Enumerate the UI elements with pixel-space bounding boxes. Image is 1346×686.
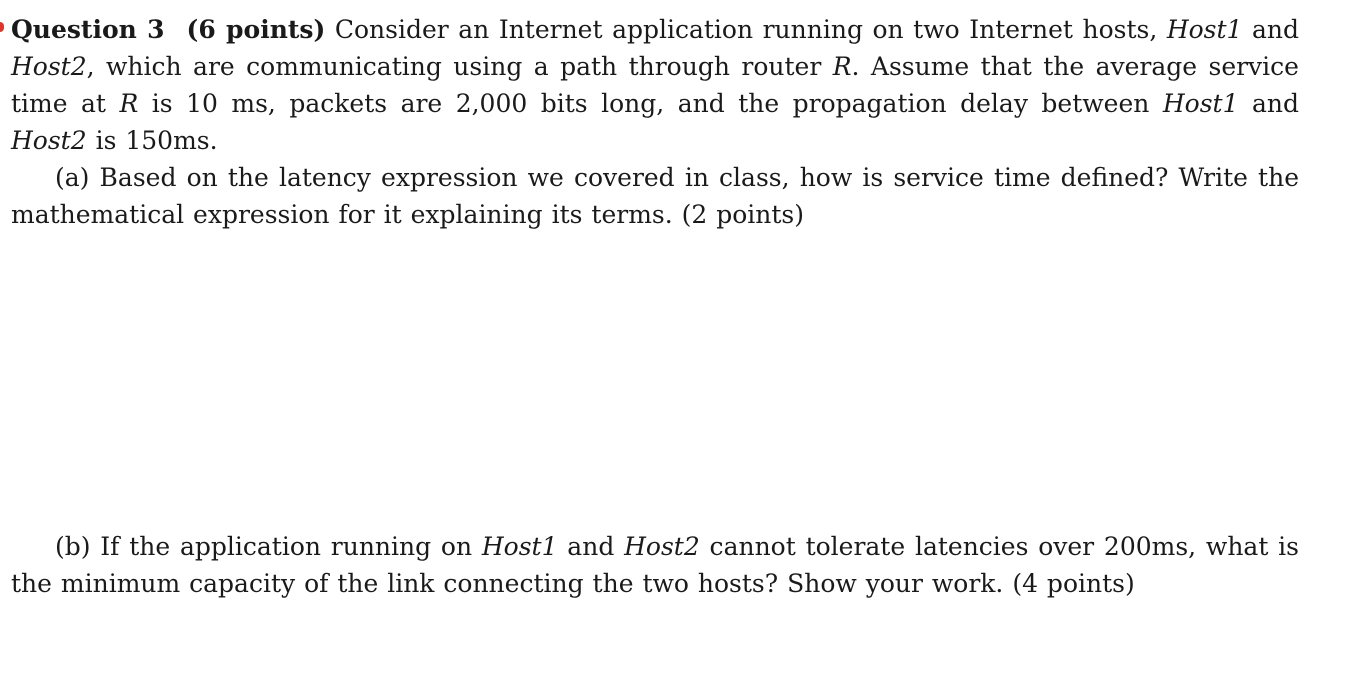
text-run: cannot tolerate latencies over 200ms, what is the minimum capacity of the link connecting the two hosts? Show your work. (4 points) [11,532,1299,598]
math-term: Host2 [624,532,700,561]
text-run: is 10 ms, packets are 2,000 bits long, and the propagation delay between [138,89,1163,118]
text-run: and [1238,89,1299,118]
text-run: is 150ms. [86,126,218,155]
question-points: (6 points) [186,15,326,44]
part-b-paragraph [11,528,1299,602]
question-title: Question 3 [11,15,165,44]
text-run: and [557,532,625,561]
math-term: Host2 [11,126,87,155]
question-intro-paragraph [11,11,1299,159]
part-a-paragraph [11,159,1299,233]
question-marker [0,22,4,32]
text-run: (b) If the application running on [55,532,482,561]
text-run: . Assume that the average service time at [11,52,1299,118]
part-b-text [11,532,1299,598]
part-a-text [11,163,1299,229]
math-term: R [119,89,139,118]
math-term: Host2 [11,52,87,81]
math-term: Host1 [481,532,558,561]
text-run: (a) Based on the latency expression we covered in class, how is service time defined? Write the mathematical expression for it explaining its terms. (2 points) [11,163,1299,229]
text-run: Consider an Internet application running on two Internet hosts, [325,15,1167,44]
text-run: and [1242,15,1299,44]
math-term: Host1 [1166,15,1243,44]
math-term: R [832,52,852,81]
text-run: , which are communicating using a path through router [86,52,833,81]
math-term: Host1 [1162,89,1239,118]
